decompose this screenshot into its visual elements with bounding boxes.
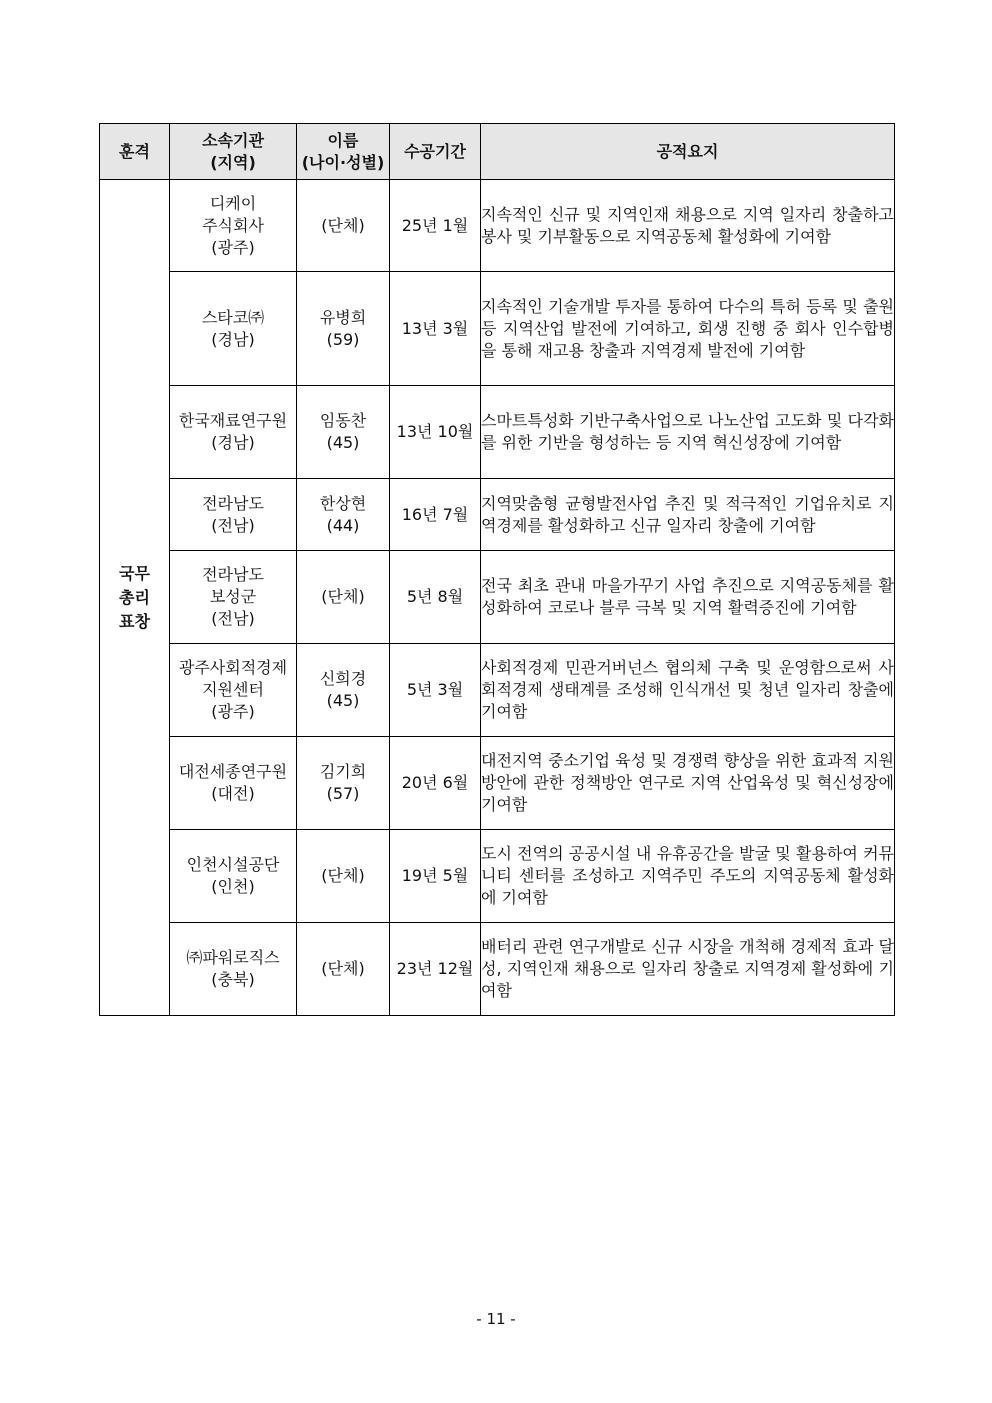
name-cell <box>297 551 390 644</box>
header-award: 훈격 <box>100 124 170 180</box>
org-line: (광주) <box>211 702 255 721</box>
org-cell <box>170 830 297 923</box>
name-line: (57) <box>326 784 360 803</box>
merit-cell: 대전지역 중소기업 육성 및 경쟁력 향상을 위한 효과적 지원방안에 관한 정책방안 연구로 지역 산업육성 및 혁신성장에 기여함 <box>481 737 895 830</box>
table-row <box>100 644 895 737</box>
table-row <box>100 923 895 1016</box>
org-line: 대전세종연구원 <box>178 762 288 781</box>
org-line: 지원센터 <box>202 680 264 699</box>
name-line: (44) <box>326 515 360 535</box>
org-line: (경남) <box>211 433 255 452</box>
org-line: (전남) <box>211 515 255 535</box>
period-cell: 13년 3월 <box>390 272 481 386</box>
name-cell <box>297 180 390 272</box>
header-period: 수공기간 <box>390 124 481 180</box>
name-line: 임동찬 <box>319 411 367 430</box>
org-cell <box>170 272 297 386</box>
page-number: - 11 - <box>476 1310 516 1328</box>
awards-table <box>99 123 895 1016</box>
name-cell <box>297 830 390 923</box>
table-row <box>100 479 895 551</box>
award-line: 총리 <box>119 587 150 607</box>
name-line: (단체) <box>321 215 365 235</box>
header-org-line: 소속기관 <box>202 130 264 150</box>
name-line: 유병희 <box>319 307 367 327</box>
table-row <box>100 180 895 272</box>
header-name-line: 이름 <box>327 130 359 150</box>
period-cell: 5년 8월 <box>390 551 481 644</box>
name-line: (단체) <box>321 959 365 978</box>
name-cell <box>297 479 390 551</box>
period-cell: 19년 5월 <box>390 830 481 923</box>
org-line: (인천) <box>211 877 255 896</box>
award-cell <box>100 180 170 1016</box>
award-line: 국무 <box>119 563 150 583</box>
header-name-line: (나이·성별) <box>301 152 385 172</box>
period-cell: 13년 10월 <box>390 386 481 479</box>
org-cell <box>170 386 297 479</box>
org-line: 스타코㈜ <box>201 307 265 327</box>
name-cell <box>297 644 390 737</box>
period-cell: 25년 1월 <box>390 180 481 272</box>
org-line: (광주) <box>211 237 255 257</box>
org-cell <box>170 644 297 737</box>
org-cell <box>170 551 297 644</box>
org-cell <box>170 479 297 551</box>
table-body <box>100 180 895 1016</box>
org-cell <box>170 737 297 830</box>
org-line: 디케이 <box>209 193 257 213</box>
period-cell: 5년 3월 <box>390 644 481 737</box>
name-line: 한상현 <box>319 493 367 513</box>
org-line: (경남) <box>211 329 255 349</box>
name-cell <box>297 737 390 830</box>
name-line: (45) <box>326 433 360 452</box>
merit-cell: 사회적경제 민관거버넌스 협의체 구축 및 운영함으로써 사회적경제 생태계를 조성해 인식개선 및 청년 일자리 창출에 기여함 <box>481 644 895 737</box>
merit-cell: 스마트특성화 기반구축사업으로 나노산업 고도화 및 다각화를 위한 기반을 형성하는 등 지역 혁신성장에 기여함 <box>481 386 895 479</box>
merit-cell: 지역맞춤형 균형발전사업 추진 및 적극적인 기업유치로 지역경제를 활성화하고 신규 일자리 창출에 기여함 <box>481 479 895 551</box>
header-name <box>297 124 390 180</box>
org-line: 한국재료연구원 <box>178 411 288 430</box>
table-row <box>100 386 895 479</box>
merit-cell: 배터리 관련 연구개발로 신규 시장을 개척해 경제적 효과 달성, 지역인재 채용으로 일자리 창출로 지역경제 활성화에 기여함 <box>481 923 895 1016</box>
merit-cell: 전국 최초 관내 마을가꾸기 사업 추진으로 지역공동체를 활성화하여 코로나 블루 극복 및 지역 활력증진에 기여함 <box>481 551 895 644</box>
header-merit: 공적요지 <box>481 124 895 180</box>
org-cell <box>170 180 297 272</box>
period-cell: 20년 6월 <box>390 737 481 830</box>
org-cell <box>170 923 297 1016</box>
org-line: 광주사회적경제 <box>178 658 288 677</box>
table-row <box>100 830 895 923</box>
merit-cell: 지속적인 신규 및 지역인재 채용으로 지역 일자리 창출하고 봉사 및 기부활동으로 지역공동체 활성화에 기여함 <box>481 180 895 272</box>
name-cell <box>297 272 390 386</box>
org-line: 인천시설공단 <box>186 855 280 874</box>
org-line: (전남) <box>211 609 255 628</box>
name-line: 신희경 <box>319 669 367 688</box>
header-org <box>170 124 297 180</box>
org-line: ㈜파워로직스 <box>186 948 280 967</box>
name-line: (단체) <box>321 866 365 885</box>
merit-cell: 도시 전역의 공공시설 내 유휴공간을 발굴 및 활용하여 커뮤니티 센터를 조성하고 지역주민 주도의 지역공동체 활성화에 기여함 <box>481 830 895 923</box>
header-row <box>100 124 895 180</box>
merit-cell: 지속적인 기술개발 투자를 통하여 다수의 특허 등록 및 출원 등 지역산업 발전에 기여하고, 회생 진행 중 회사 인수합병을 통해 재고용 창출과 지역경제 발전에 기여함 <box>481 272 895 386</box>
table-row <box>100 737 895 830</box>
name-line: (단체) <box>321 587 365 606</box>
period-cell: 23년 12월 <box>390 923 481 1016</box>
org-line: 주식회사 <box>202 215 264 235</box>
period-cell: 16년 7월 <box>390 479 481 551</box>
table-row <box>100 272 895 386</box>
award-line: 표창 <box>119 611 150 631</box>
name-line: (59) <box>326 329 360 349</box>
org-line: (대전) <box>211 784 255 803</box>
org-line: 전라남도 <box>202 493 264 513</box>
org-line: 전라남도 <box>202 565 264 584</box>
table-row <box>100 551 895 644</box>
name-line: 김기희 <box>319 762 367 781</box>
org-line: 보성군 <box>209 587 257 606</box>
org-line: (충북) <box>211 970 255 989</box>
name-cell <box>297 386 390 479</box>
name-line: (45) <box>326 691 360 710</box>
name-cell <box>297 923 390 1016</box>
header-org-line: (지역) <box>210 152 256 172</box>
